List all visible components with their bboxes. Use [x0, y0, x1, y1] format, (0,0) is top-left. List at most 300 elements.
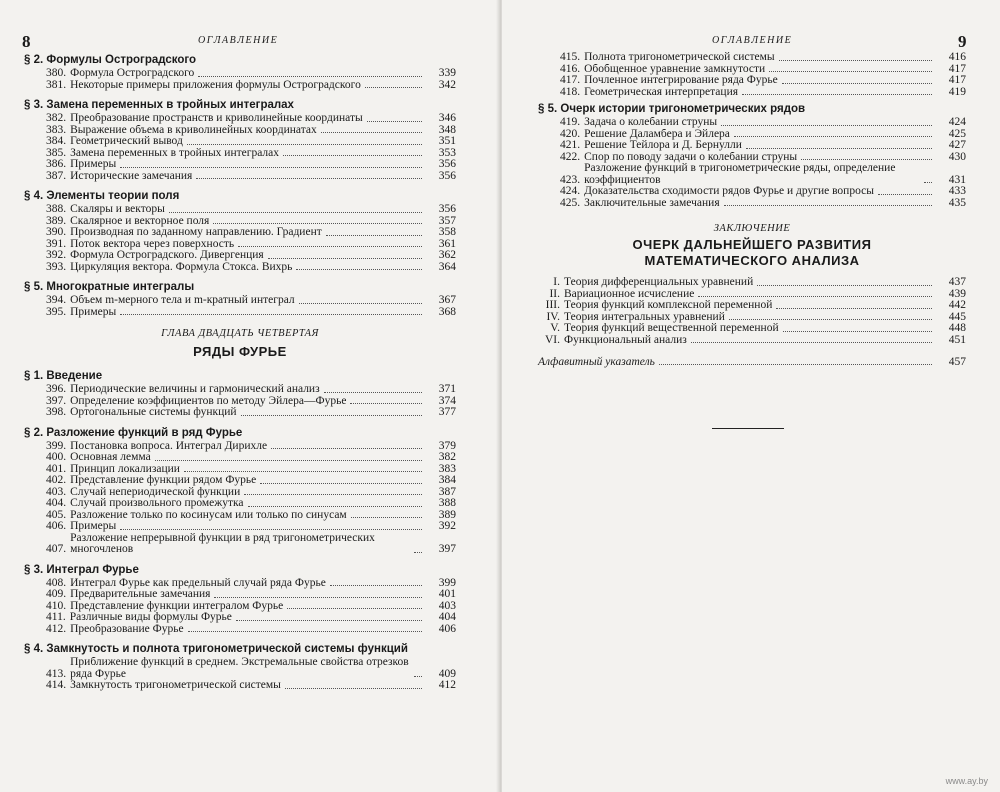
index-entry[interactable] [538, 356, 966, 368]
conclusion-entry[interactable] [538, 300, 966, 312]
toc-entry[interactable] [24, 452, 456, 464]
dot-leader [187, 144, 422, 145]
toc-section [24, 279, 456, 318]
toc-entry[interactable] [24, 657, 456, 680]
entry-number: 420. [560, 127, 581, 140]
toc-entry[interactable] [538, 152, 966, 164]
toc-entry[interactable] [24, 612, 456, 624]
dot-leader [326, 235, 422, 236]
entry-page: 427 [948, 139, 966, 151]
entry-number: 380. [46, 67, 67, 79]
toc-entry[interactable] [24, 601, 456, 613]
toc-section [24, 188, 456, 273]
entry-number: 404. [46, 497, 67, 509]
toc-section [24, 425, 456, 556]
toc-entry[interactable] [24, 262, 456, 274]
dot-leader [188, 631, 422, 632]
entry-page: 351 [438, 135, 456, 147]
dot-leader [742, 94, 932, 95]
entry-title: Поток вектора через поверхность [70, 238, 235, 250]
dot-leader [214, 597, 422, 598]
entry-number: 393. [46, 260, 67, 273]
right-toc [538, 52, 966, 368]
entry-title: Постановка вопроса. Интеграл Дирихле [70, 440, 268, 452]
entry-number: 423. [560, 173, 581, 186]
entry-number: 422. [560, 150, 581, 163]
entry-number: 384. [46, 135, 67, 147]
entry-page: 445 [948, 310, 966, 323]
section-heading[interactable]: § 1. Введение [24, 370, 103, 382]
entry-page: 404 [438, 611, 456, 623]
entry-number: 417. [560, 74, 581, 86]
entry-title: Решение Тейлора и Д. Бернулли [584, 140, 742, 151]
entry-title: Разложение только по косинусам или только по синусам [70, 509, 347, 521]
toc-section [24, 97, 456, 182]
toc-entry[interactable] [538, 163, 966, 186]
dot-leader [734, 136, 932, 137]
entry-page: 346 [438, 112, 456, 124]
toc-entry[interactable] [24, 216, 456, 228]
left-toc [24, 52, 456, 692]
entry-page: 356 [438, 169, 456, 182]
dot-leader [283, 155, 422, 156]
dot-leader [801, 159, 932, 160]
entry-page: 406 [438, 622, 456, 635]
entry-page: 367 [438, 294, 456, 306]
entry-title: Заключительные замечания [584, 197, 720, 209]
entry-number: 382. [46, 112, 67, 124]
chapter-label: ГЛАВА ДВАДЦАТЬ ЧЕТВЕРТАЯ [161, 328, 319, 339]
left-page-number: 8 [22, 32, 31, 51]
entry-page: 374 [438, 394, 456, 407]
left-page [0, 0, 498, 792]
entry-title: Геометрический вывод [70, 136, 183, 147]
entry-title: Примеры [70, 159, 117, 170]
conclusion-title-line2: МАТЕМАТИЧЕСКОГО АНАЛИЗА [644, 253, 860, 268]
entry-number: 425. [560, 196, 581, 209]
entry-page: 353 [438, 146, 456, 159]
entry-title: Преобразование пространств и криволинейные координаты [70, 113, 363, 124]
entry-page: 348 [438, 123, 456, 136]
entry-page: 377 [438, 406, 456, 418]
toc-entry[interactable] [24, 227, 456, 239]
entry-number: 407. [46, 543, 67, 555]
entry-number: 409. [46, 588, 67, 600]
entry-page: 342 [438, 78, 456, 91]
dot-leader [271, 448, 422, 449]
entry-number: 392. [46, 249, 67, 261]
entry-title: Примеры [70, 306, 117, 318]
dot-leader [321, 132, 422, 133]
toc-entry[interactable] [24, 464, 456, 476]
toc-entry[interactable] [24, 250, 456, 262]
entry-page: 362 [438, 249, 456, 261]
entry-title: Обобщенное уравнение замкнутости [584, 63, 766, 75]
entry-title: Решение Даламбера и Эйлера [584, 128, 730, 140]
conclusion-entry[interactable] [538, 323, 966, 335]
entry-title: Исторические замечания [70, 170, 193, 182]
entry-number: 386. [46, 158, 67, 170]
entry-number: 421. [560, 139, 581, 151]
toc-entry[interactable] [24, 510, 456, 522]
entry-title: Почленное интегрирование ряда Фурье [584, 75, 778, 86]
entry-page: 451 [948, 333, 966, 346]
index-page: 457 [948, 356, 966, 368]
toc-entry[interactable] [538, 75, 966, 87]
entry-page: 442 [948, 299, 966, 311]
entry-number: 418. [560, 85, 581, 98]
dot-leader [721, 125, 932, 126]
entry-number: 383. [46, 123, 67, 136]
dot-leader [729, 319, 932, 320]
section-heading[interactable]: § 4. Элементы теории поля [24, 190, 180, 202]
entry-title: Замена переменных в тройных интегралах [70, 147, 279, 159]
entry-title: Принцип локализации [70, 463, 180, 475]
dot-leader [184, 471, 422, 472]
entry-title: Формула Остроградского. Дивергенция [70, 250, 264, 261]
dot-leader [724, 205, 932, 206]
dot-leader [155, 460, 422, 461]
dot-leader [236, 620, 422, 621]
toc-entry[interactable] [24, 578, 456, 590]
entry-number: 401. [46, 462, 67, 475]
toc-entry[interactable] [24, 475, 456, 487]
toc-entry[interactable] [24, 148, 456, 160]
entry-number: 398. [46, 406, 67, 418]
entry-number: 408. [46, 576, 67, 589]
entry-page: 357 [438, 214, 456, 227]
toc-entry[interactable] [24, 125, 456, 137]
entry-page: 424 [948, 116, 966, 128]
section-heading[interactable]: § 5. Очерк истории тригонометрических рядов [538, 103, 806, 115]
entry-page: 356 [438, 158, 456, 170]
conclusion-entries [538, 277, 966, 346]
toc-entry[interactable] [24, 204, 456, 216]
entry-title: Производная по заданному направлению. Градиент [70, 227, 322, 238]
entry-page: 389 [438, 508, 456, 521]
section-heading[interactable]: § 2. Разложение функций в ряд Фурье [24, 426, 243, 439]
chapter-title: РЯДЫ ФУРЬЕ [193, 344, 287, 359]
entry-title: Доказательства сходимости рядов Фурье и другие вопросы [584, 186, 874, 197]
end-rule [712, 428, 784, 429]
entry-page: 435 [948, 196, 966, 209]
entry-number: 406. [46, 520, 67, 532]
entry-number: II. [549, 287, 560, 300]
right-page [502, 0, 1000, 792]
entry-number: 412. [46, 622, 67, 635]
entry-title: Объем m-мерного тела и m-кратный интеграл [70, 295, 295, 306]
entry-number: 391. [46, 237, 67, 250]
dot-leader [414, 552, 422, 553]
entry-number: I. [553, 276, 560, 288]
toc-entry[interactable] [24, 396, 456, 408]
entry-number: 415. [560, 51, 581, 63]
toc-entry[interactable] [24, 487, 456, 499]
entry-page: 356 [438, 203, 456, 215]
conclusion-title-line1: ОЧЕРК ДАЛЬНЕЙШЕГО РАЗВИТИЯ [632, 237, 872, 252]
entry-title: Предварительные замечания [70, 589, 211, 600]
entry-title: Полнота тригонометрической системы [584, 52, 775, 63]
dot-leader [169, 212, 422, 213]
entry-page: 430 [948, 150, 966, 163]
conclusion-entry[interactable] [538, 289, 966, 301]
entry-title: Представление функции рядом Фурье [70, 475, 257, 486]
toc-entry[interactable] [538, 198, 966, 210]
toc-entry[interactable] [24, 498, 456, 510]
entry-number: 399. [46, 439, 67, 452]
entry-title: Геометрическая интерпретация [584, 86, 739, 98]
entry-number: III. [545, 299, 560, 311]
entry-title: Примеры [70, 521, 117, 532]
right-page-number: 9 [958, 32, 967, 51]
dot-leader [783, 331, 932, 332]
entry-page: 397 [438, 543, 456, 555]
dot-leader [659, 364, 932, 365]
entry-number: 397. [46, 394, 67, 407]
entry-title: Интеграл Фурье как предельный случай ряда Фурье [70, 577, 326, 589]
dot-leader [241, 415, 422, 416]
toc-group-5 [538, 101, 966, 209]
watermark: www.ay.by [945, 776, 988, 786]
entry-number: 419. [560, 116, 581, 128]
entry-number: 388. [46, 203, 67, 215]
entry-title: Формула Остроградского [70, 68, 195, 79]
dot-leader [248, 506, 422, 507]
entry-number: 416. [560, 62, 581, 75]
section-heading[interactable]: § 3. Интеграл Фурье [24, 563, 139, 576]
entry-number: 405. [46, 508, 67, 521]
entry-number: 410. [46, 599, 67, 612]
entry-title: Преобразование Фурье [70, 623, 184, 635]
conclusion-label: ЗАКЛЮЧЕНИЕ [713, 223, 791, 234]
toc-entry[interactable] [24, 589, 456, 601]
entry-number: 424. [560, 185, 581, 197]
dot-leader [779, 60, 932, 61]
entry-title: Разложение функций в тригонометрические ряды, определение коэффициентов [584, 163, 896, 186]
entry-page: 339 [438, 67, 456, 79]
toc-entry[interactable] [24, 80, 456, 92]
entry-page: 417 [948, 74, 966, 86]
toc-entry[interactable] [538, 129, 966, 141]
dot-leader [769, 71, 932, 72]
dot-leader [268, 258, 422, 259]
dot-leader [287, 608, 422, 609]
entry-title: Приближение функций в среднем. Экстремальные свойства отрезков ряда Фурье [70, 657, 409, 680]
section-heading[interactable]: § 2. Формулы Остроградского [24, 54, 197, 66]
entry-page: 399 [438, 576, 456, 589]
entry-number: 396. [46, 383, 67, 395]
toc-entry[interactable] [538, 117, 966, 129]
entry-number: V. [550, 322, 560, 334]
conclusion-entry[interactable] [538, 277, 966, 289]
entry-page: 368 [438, 305, 456, 318]
dot-leader [198, 76, 422, 77]
entry-page: 416 [948, 51, 966, 63]
entry-title: Основная лемма [70, 452, 151, 463]
entry-page: 382 [438, 451, 456, 463]
dot-leader [365, 87, 422, 88]
toc-entry[interactable] [538, 186, 966, 198]
entry-number: 385. [46, 146, 67, 159]
toc-entry[interactable] [24, 159, 456, 171]
entry-title: Вариационное исчисление [564, 288, 695, 300]
dot-leader [351, 517, 422, 518]
entry-title: Теория функций комплексной переменной [564, 300, 773, 311]
toc-entry[interactable] [538, 52, 966, 64]
entry-number: 414. [46, 679, 67, 691]
entry-title: Периодические величины и гармонический анализ [70, 384, 320, 395]
conclusion-entry[interactable] [538, 335, 966, 347]
toc-entry[interactable] [24, 680, 456, 692]
dot-leader [324, 392, 422, 393]
entry-page: 358 [438, 226, 456, 238]
toc-entry[interactable] [24, 441, 456, 453]
dot-leader [260, 483, 422, 484]
entry-page: 433 [948, 185, 966, 197]
entry-title: Скаляры и векторы [70, 204, 165, 215]
entry-page: 412 [438, 679, 456, 691]
entry-page: 364 [438, 260, 456, 273]
dot-leader [120, 167, 422, 168]
toc-groups-b [24, 368, 456, 692]
toc-entry[interactable] [538, 87, 966, 99]
entry-page: 361 [438, 237, 456, 250]
entry-title: Теория функций вещественной переменной [564, 323, 779, 334]
toc-section [24, 52, 456, 91]
dot-leader [330, 585, 422, 586]
dot-leader [367, 121, 422, 122]
entry-title: Разложение непрерывной функции в ряд тригонометрических многочленов [70, 532, 375, 555]
entry-page: 401 [438, 588, 456, 600]
dot-leader [776, 308, 932, 309]
entry-number: 390. [46, 226, 67, 238]
continued-entries [538, 52, 966, 98]
toc-entry[interactable] [24, 136, 456, 148]
toc-entry[interactable] [24, 295, 456, 307]
entry-page: 403 [438, 599, 456, 612]
dot-leader [698, 296, 932, 297]
entry-title: Скалярное и векторное поля [70, 215, 210, 227]
section-heading[interactable]: § 5. Многократные интегралы [24, 281, 195, 293]
toc-entry[interactable] [24, 239, 456, 251]
toc-section [24, 368, 456, 419]
entry-title: Спор по поводу задачи о колебании струны [584, 151, 798, 163]
entry-title: Замкнутость тригонометрической системы [70, 680, 281, 691]
entry-page: 439 [948, 287, 966, 300]
dot-leader [299, 303, 422, 304]
toc-entry[interactable] [24, 521, 456, 533]
entry-page: 387 [438, 485, 456, 498]
entry-page: 392 [438, 520, 456, 532]
toc-entry[interactable] [24, 113, 456, 125]
dot-leader [120, 529, 422, 530]
entry-number: 411. [46, 611, 66, 623]
entry-title: Циркуляция вектора. Формула Стокса. Вихрь [70, 261, 293, 273]
toc-entry[interactable] [24, 68, 456, 80]
entry-number: 413. [46, 667, 67, 680]
toc-entry[interactable] [24, 407, 456, 419]
entry-page: 383 [438, 462, 456, 475]
dot-leader [213, 223, 422, 224]
toc-entry[interactable] [24, 384, 456, 396]
left-running-head: ОГЛАВЛЕНИЕ [198, 35, 279, 46]
entry-page: 409 [438, 667, 456, 680]
section-heading[interactable]: § 3. Замена переменных в тройных интегралах [24, 99, 294, 111]
dot-leader [414, 676, 422, 677]
dot-leader [238, 246, 422, 247]
entry-number: 400. [46, 451, 67, 463]
entry-page: 425 [948, 127, 966, 140]
dot-leader [691, 342, 932, 343]
toc-groups-a [24, 52, 456, 318]
entry-page: 379 [438, 439, 456, 452]
entry-page: 437 [948, 276, 966, 288]
right-running-head: ОГЛАВЛЕНИЕ [712, 35, 793, 46]
entry-title: Определение коэффициентов по методу Эйлера—Фурье [70, 395, 347, 407]
entry-title: Представление функции интегралом Фурье [70, 600, 284, 612]
entry-number: 402. [46, 474, 67, 486]
entry-page: 371 [438, 383, 456, 395]
entry-title: Случай непериодической функции [70, 486, 241, 498]
entry-title: Задача о колебании струны [584, 117, 718, 128]
entry-page: 431 [948, 173, 966, 186]
entry-title: Теория интегральных уравнений [564, 311, 725, 323]
toc-entry[interactable] [24, 171, 456, 183]
toc-entry[interactable] [24, 533, 456, 556]
section-heading[interactable]: § 4. Замкнутость и полнота тригонометрической системы функций [24, 643, 408, 655]
toc-entry[interactable] [24, 624, 456, 636]
entry-title: Выражение объема в криволинейных координатах [70, 124, 317, 136]
entry-number: 381. [46, 78, 67, 91]
entry-number: VI. [544, 333, 560, 346]
index-label: Алфавитный указатель [538, 356, 655, 368]
dot-leader [746, 148, 932, 149]
toc-entry[interactable] [24, 307, 456, 319]
toc-section [24, 562, 456, 636]
entry-title: Случай произвольного промежутка [70, 498, 244, 509]
entry-page: 384 [438, 474, 456, 486]
dot-leader [120, 314, 422, 315]
entry-number: 394. [46, 294, 67, 306]
dot-leader [296, 269, 422, 270]
entry-title: Ортогональные системы функций [70, 407, 237, 418]
entry-number: 389. [46, 214, 67, 227]
dot-leader [757, 285, 932, 286]
entry-title: Различные виды формулы Фурье [69, 612, 232, 623]
entry-number: 387. [46, 169, 67, 182]
dot-leader [285, 688, 422, 689]
dot-leader [924, 182, 932, 183]
dot-leader [350, 403, 422, 404]
entry-number: 403. [46, 485, 67, 498]
toc-entry[interactable] [538, 140, 966, 152]
dot-leader [196, 178, 422, 179]
dot-leader [782, 83, 932, 84]
toc-entry[interactable] [538, 64, 966, 76]
entry-title: Некоторые примеры приложения формулы Остроградского [70, 79, 361, 91]
entry-title: Теория дифференциальных уравнений [564, 277, 754, 288]
entry-title: Функциональный анализ [564, 334, 687, 346]
entry-page: 419 [948, 85, 966, 98]
conclusion-entry[interactable] [538, 312, 966, 324]
entry-page: 448 [948, 322, 966, 334]
dot-leader [244, 494, 422, 495]
entry-page: 417 [948, 62, 966, 75]
entry-page: 388 [438, 497, 456, 509]
toc-section [24, 641, 456, 692]
dot-leader [878, 194, 932, 195]
entry-number: 395. [46, 305, 67, 318]
